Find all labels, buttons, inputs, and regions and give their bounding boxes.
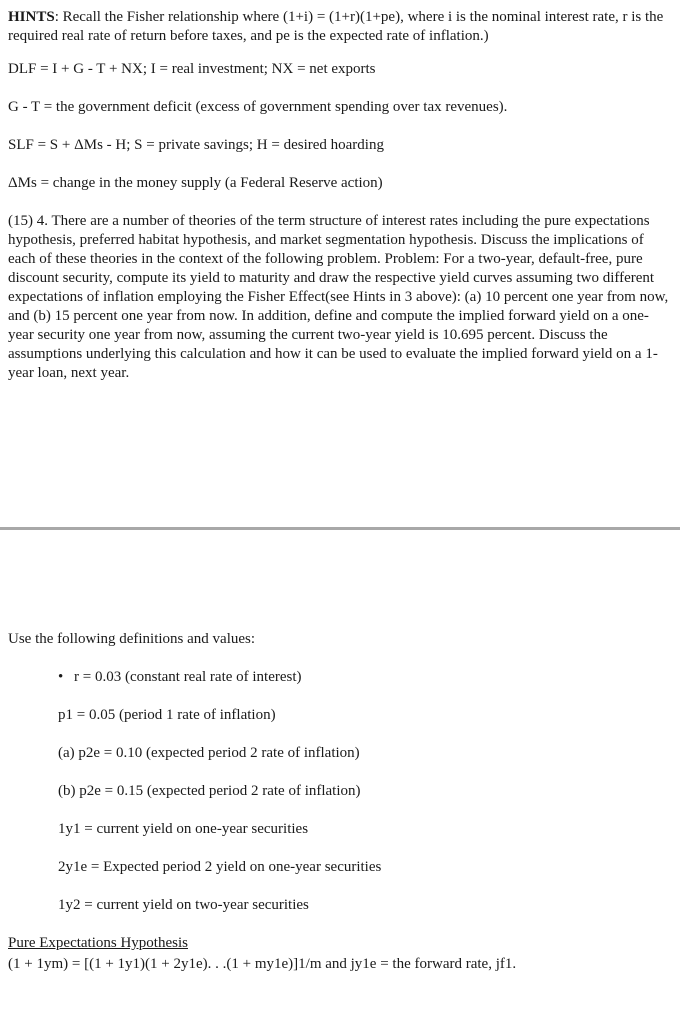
- definitions-intro: Use the following definitions and values:: [8, 631, 256, 647]
- list-item: 2y1e = Expected period 2 yield on one-year securities: [58, 859, 382, 875]
- list-item: p1 = 0.05 (period 1 rate of inflation): [58, 707, 276, 723]
- hints-label: HINTS: [8, 9, 55, 25]
- pure-expectations-formula: (1 + 1ym) = [(1 + 1y1)(1 + 2y1e). . .(1 + my1e)]1/m and jy1e = the forward rate, jf1.: [8, 956, 517, 972]
- list-item: (b) p2e = 0.15 (expected period 2 rate of inflation): [58, 783, 361, 799]
- gov-deficit-equation: G - T = the government deficit (excess of government spending over tax revenues).: [8, 99, 508, 115]
- bottom-section: [8, 630, 670, 992]
- pure-expectations-heading: Pure Expectations Hypothesis: [8, 935, 188, 951]
- top-section: [8, 8, 670, 383]
- definitions-list: [8, 668, 670, 915]
- list-item: (a) p2e = 0.10 (expected period 2 rate of inflation): [58, 745, 360, 761]
- slf-equation: SLF = S + ΔMs - H; S = private savings; H = desired hoarding: [8, 137, 384, 153]
- question-paragraph: (15) 4. There are a number of theories of the term structure of interest rates including the pure expectations hypothesis, preferred habitat hypothesis, and market segmentation hypothesis. Discuss the implications of each of these theories in the context of the following problem. Problem: For a two-year, default-free, pure discount security, compute its yield to maturity and draw the respective yield curves assuming two different expectations of inflation employing the Fisher Effect(see Hints in 3 above): (a) 10 percent one year from now, and (b) 15 percent one year from now. In addition, define and compute the implied forward yield on a one-year security one year from now, assuming the current two-year yield is 10.695 percent. Discuss the assumptions underlying this calculation and how it can be used to evaluate the implied forward yield on a 1-year loan, next year.: [8, 213, 669, 381]
- list-item: 1y2 = current yield on two-year securities: [58, 897, 309, 913]
- dlf-equation: DLF = I + G - T + NX; I = real investment; NX = net exports: [8, 61, 376, 77]
- hints-text: : Recall the Fisher relationship where (1+i) = (1+r)(1+pe), where i is the nominal interest rate, r is the required real rate of return before taxes, and pe is the expected rate of inflation.): [8, 9, 664, 44]
- money-supply-equation: ΔMs = change in the money supply (a Federal Reserve action): [8, 175, 383, 191]
- section-divider: [0, 527, 680, 530]
- hints-paragraph: [8, 8, 670, 46]
- list-item: 1y1 = current yield on one-year securities: [58, 821, 309, 837]
- list-item: • r = 0.03 (constant real rate of interest): [8, 668, 670, 687]
